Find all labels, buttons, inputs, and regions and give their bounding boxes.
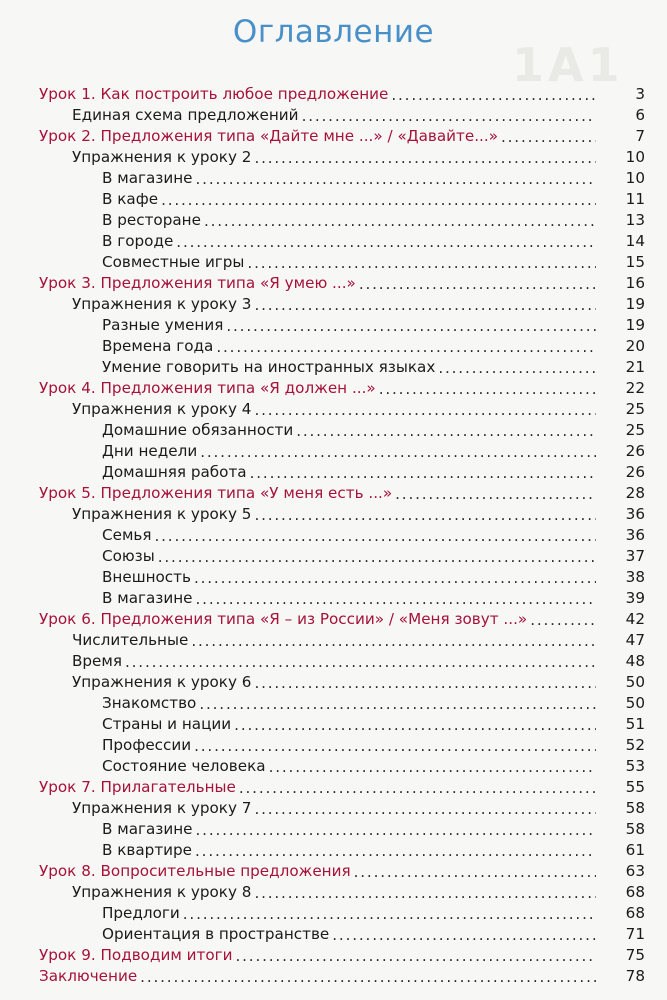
dot-leader — [196, 820, 596, 835]
toc-subentry[interactable] — [0, 210, 667, 231]
toc-page-number: 78 — [625, 967, 645, 985]
toc-lesson-entry[interactable] — [0, 609, 667, 630]
dot-leader — [254, 505, 596, 520]
toc-subentry[interactable] — [0, 336, 667, 357]
toc-page-number: 55 — [625, 778, 645, 796]
toc-page-number: 25 — [625, 421, 645, 439]
toc-subentry[interactable] — [0, 231, 667, 252]
toc-subentry[interactable] — [0, 651, 667, 672]
toc-page-number: 52 — [625, 736, 645, 754]
toc-entry-label: Домашние обязанности — [102, 421, 294, 439]
toc-page-number: 11 — [625, 190, 645, 208]
toc-page-number: 38 — [625, 568, 645, 586]
toc-subentry[interactable] — [0, 882, 667, 903]
dot-leader — [140, 967, 596, 982]
toc-lesson-entry[interactable] — [0, 378, 667, 399]
toc-lesson-entry[interactable] — [0, 126, 667, 147]
toc-entry-label: Страны и нации — [102, 715, 232, 733]
toc-entry-label: В городе — [102, 232, 174, 250]
toc-entry-label: Упражнения к уроку 8 — [72, 883, 252, 901]
dot-leader — [204, 211, 596, 226]
toc-subentry[interactable] — [0, 672, 667, 693]
dot-leader — [194, 568, 596, 583]
dot-leader — [196, 169, 596, 184]
toc-page-number: 20 — [625, 337, 645, 355]
toc-lesson-entry[interactable] — [0, 84, 667, 105]
toc-lesson-entry[interactable] — [0, 966, 667, 987]
toc-lesson-entry[interactable] — [0, 777, 667, 798]
toc-subentry[interactable] — [0, 798, 667, 819]
toc-entry-label: Упражнения к уроку 6 — [72, 673, 252, 691]
dot-leader — [254, 400, 596, 415]
toc-entry-label: Внешность — [102, 568, 191, 586]
toc-subentry[interactable] — [0, 756, 667, 777]
dot-leader — [194, 736, 596, 751]
toc-page-number: 50 — [625, 694, 645, 712]
toc-entry-label: Время — [72, 652, 122, 670]
toc-entry-label: Союзы — [102, 547, 155, 565]
dot-leader — [250, 463, 596, 478]
dot-leader — [216, 337, 596, 352]
toc-subentry[interactable] — [0, 105, 667, 126]
toc-entry-label: Совместные игры — [102, 253, 245, 271]
toc-subentry[interactable] — [0, 504, 667, 525]
toc-entry-label: Упражнения к уроку 2 — [72, 148, 252, 166]
toc-page-number: 58 — [625, 820, 645, 838]
dot-leader — [247, 253, 596, 268]
toc-subentry[interactable] — [0, 819, 667, 840]
toc-page-number: 28 — [625, 484, 645, 502]
toc-subentry[interactable] — [0, 693, 667, 714]
toc-entry-label: Урок 4. Предложения типа «Я должен ...» — [39, 379, 376, 397]
toc-page-number: 7 — [635, 127, 645, 145]
toc-entry-label: В магазине — [102, 169, 193, 187]
dot-leader — [235, 946, 596, 961]
toc-entry-label: Дни недели — [102, 442, 198, 460]
toc-entry-label: Домашняя работа — [102, 463, 247, 481]
toc-entry-label: Состояние человека — [102, 757, 266, 775]
toc-subentry[interactable] — [0, 147, 667, 168]
toc-subentry[interactable] — [0, 399, 667, 420]
toc-page-number: 26 — [625, 463, 645, 481]
dot-leader — [191, 631, 596, 646]
toc-page-number: 26 — [625, 442, 645, 460]
dot-leader — [195, 841, 596, 856]
dot-leader — [438, 358, 596, 373]
toc-lesson-entry[interactable] — [0, 483, 667, 504]
toc-entry-label: Урок 1. Как построить любое предложение — [39, 85, 389, 103]
toc-page-number: 36 — [625, 526, 645, 544]
toc-entry-label: Упражнения к уроку 4 — [72, 400, 252, 418]
toc-subentry[interactable] — [0, 462, 667, 483]
toc-subentry[interactable] — [0, 189, 667, 210]
toc-entry-label: Заключение — [39, 967, 138, 985]
dot-leader — [176, 232, 596, 247]
toc-page-number: 10 — [625, 169, 645, 187]
toc-page-number: 42 — [625, 610, 645, 628]
dot-leader — [161, 190, 596, 205]
dot-leader — [196, 589, 596, 604]
toc-entry-label: Упражнения к уроку 3 — [72, 295, 252, 313]
toc-lesson-entry[interactable] — [0, 945, 667, 966]
toc-subentry[interactable] — [0, 903, 667, 924]
toc-entry-label: Урок 6. Предложения типа «Я – из России» / «Меня зовут ...» — [39, 610, 528, 628]
dot-leader — [359, 274, 596, 289]
toc-page-number: 68 — [625, 904, 645, 922]
toc-page-number: 63 — [625, 862, 645, 880]
toc-page-number: 37 — [625, 547, 645, 565]
toc-page-number: 19 — [625, 316, 645, 334]
dot-leader — [254, 799, 596, 814]
toc-entry-label: Урок 5. Предложения типа «У меня есть ...» — [39, 484, 393, 502]
toc-entry-label: В ресторане — [102, 211, 201, 229]
dot-leader — [158, 547, 596, 562]
toc-page-number: 71 — [625, 925, 645, 943]
toc-entry-label: Ориентация в пространстве — [102, 925, 330, 943]
dot-leader — [234, 715, 596, 730]
dot-leader — [254, 295, 596, 310]
toc-subentry[interactable] — [0, 924, 667, 945]
toc-page-number: 50 — [625, 673, 645, 691]
dot-leader — [199, 694, 596, 709]
dot-leader — [254, 148, 596, 163]
toc-entry-label: Упражнения к уроку 7 — [72, 799, 252, 817]
toc-page-number: 25 — [625, 400, 645, 418]
toc-entry-label: Разные умения — [102, 316, 224, 334]
toc-page-number: 51 — [625, 715, 645, 733]
toc-page-number: 58 — [625, 799, 645, 817]
toc-entry-label: Семья — [102, 526, 152, 544]
toc-page-number: 13 — [625, 211, 645, 229]
toc-page-number: 22 — [625, 379, 645, 397]
toc-subentry[interactable] — [0, 735, 667, 756]
toc-entry-label: Урок 2. Предложения типа «Дайте мне ...» / «Давайте...» — [39, 127, 498, 145]
toc-entry-label: Урок 3. Предложения типа «Я умею ...» — [39, 274, 356, 292]
toc-page-number: 61 — [625, 841, 645, 859]
toc-page-number: 48 — [625, 652, 645, 670]
dot-leader — [269, 757, 596, 772]
toc-entry-label: В квартире — [102, 841, 193, 859]
dot-leader — [354, 862, 596, 877]
toc-subentry[interactable] — [0, 567, 667, 588]
toc-page-number: 53 — [625, 757, 645, 775]
watermark: 1А1 — [512, 38, 624, 92]
dot-leader — [254, 883, 596, 898]
dot-leader — [239, 778, 596, 793]
dot-leader — [379, 379, 596, 394]
toc-entry-label: Единая схема предложений — [72, 106, 299, 124]
toc-lesson-entry[interactable] — [0, 861, 667, 882]
toc-subentry[interactable] — [0, 252, 667, 273]
toc-entry-label: Упражнения к уроку 5 — [72, 505, 252, 523]
dot-leader — [226, 316, 596, 331]
toc-entry-label: В кафе — [102, 190, 159, 208]
toc-page-number: 16 — [625, 274, 645, 292]
toc-page-number: 6 — [635, 106, 645, 124]
toc-page-number: 75 — [625, 946, 645, 964]
toc-subentry[interactable] — [0, 546, 667, 567]
toc-subentry[interactable] — [0, 420, 667, 441]
table-of-contents — [0, 84, 667, 987]
dot-leader — [530, 610, 596, 625]
toc-subentry[interactable] — [0, 714, 667, 735]
dot-leader — [125, 652, 596, 667]
toc-entry-label: Предлоги — [102, 904, 180, 922]
toc-entry-label: Знакомство — [102, 694, 197, 712]
toc-entry-label: В магазине — [102, 820, 193, 838]
toc-subentry[interactable] — [0, 840, 667, 861]
toc-entry-label: Профессии — [102, 736, 192, 754]
toc-page-number: 21 — [625, 358, 645, 376]
toc-subentry[interactable] — [0, 315, 667, 336]
dot-leader — [501, 127, 596, 142]
toc-entry-label: Урок 8. Вопросительные предложения — [39, 862, 351, 880]
toc-subentry[interactable] — [0, 525, 667, 546]
toc-subentry[interactable] — [0, 441, 667, 462]
toc-entry-label: Времена года — [102, 337, 214, 355]
toc-subentry[interactable] — [0, 588, 667, 609]
dot-leader — [296, 421, 596, 436]
toc-subentry[interactable] — [0, 630, 667, 651]
toc-subentry[interactable] — [0, 294, 667, 315]
toc-entry-label: Урок 7. Прилагательные — [39, 778, 236, 796]
toc-page-number: 36 — [625, 505, 645, 523]
toc-page-number: 3 — [635, 85, 645, 103]
toc-entry-label: Числительные — [72, 631, 189, 649]
toc-entry-label: Умение говорить на иностранных языках — [102, 358, 436, 376]
toc-subentry[interactable] — [0, 168, 667, 189]
dot-leader — [395, 484, 596, 499]
toc-subentry[interactable] — [0, 357, 667, 378]
dot-leader — [302, 106, 596, 121]
toc-page-number: 14 — [625, 232, 645, 250]
dot-leader — [332, 925, 596, 940]
toc-page-number: 39 — [625, 589, 645, 607]
dot-leader — [391, 85, 596, 100]
toc-entry-label: Урок 9. Подводим итоги — [39, 946, 233, 964]
dot-leader — [200, 442, 596, 457]
toc-page-number: 15 — [625, 253, 645, 271]
toc-lesson-entry[interactable] — [0, 273, 667, 294]
toc-entry-label: В магазине — [102, 589, 193, 607]
dot-leader — [183, 904, 596, 919]
dot-leader — [254, 673, 596, 688]
dot-leader — [155, 526, 597, 541]
toc-page-number: 47 — [625, 631, 645, 649]
page-title: Оглавление — [232, 14, 435, 50]
toc-page-number: 68 — [625, 883, 645, 901]
toc-page-number: 19 — [625, 295, 645, 313]
toc-page-number: 10 — [625, 148, 645, 166]
